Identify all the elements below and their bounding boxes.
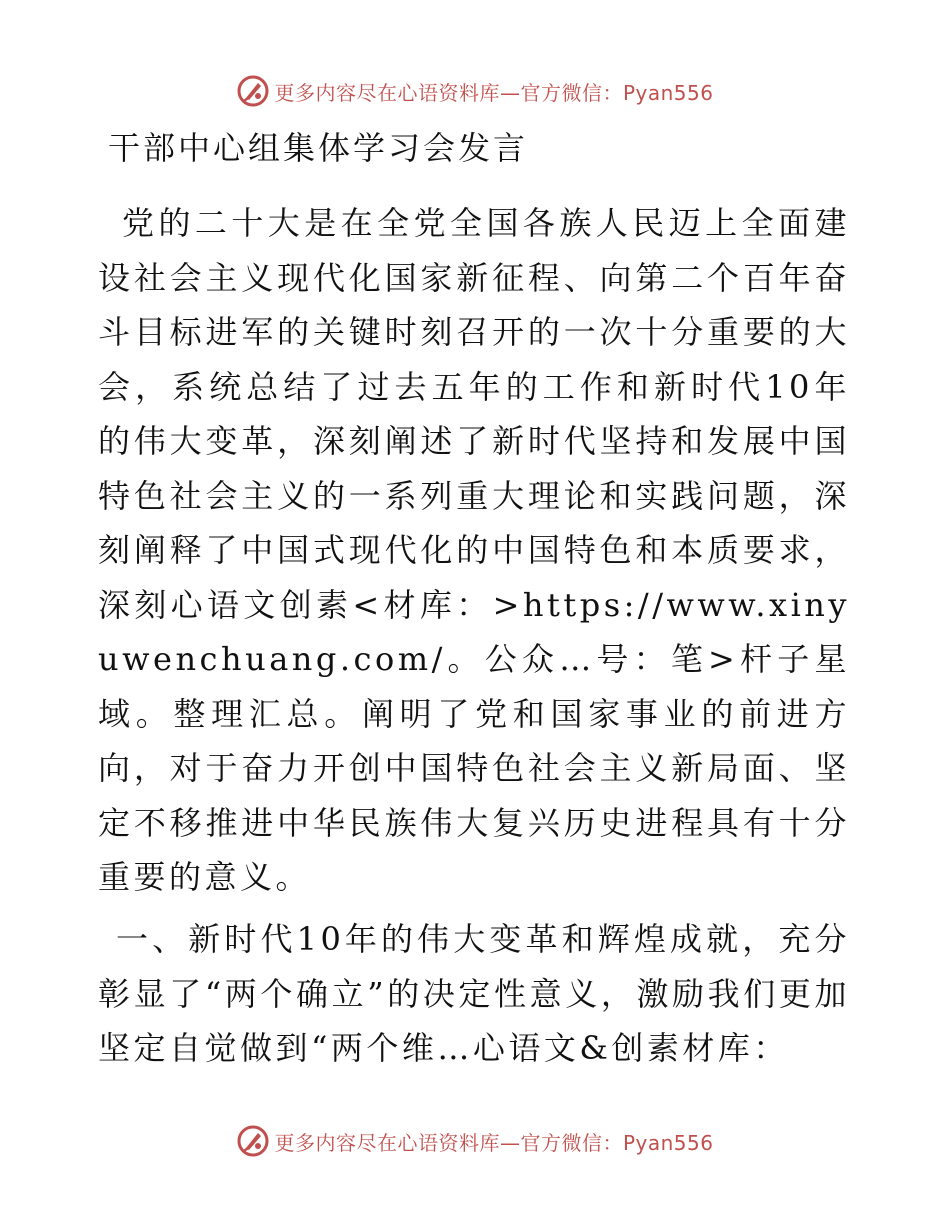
watermark-text: 更多内容尽在心语资料库—官方微信：Pyan556 bbox=[274, 1130, 714, 1155]
watermark-text: 更多内容尽在心语资料库—官方微信：Pyan556 bbox=[274, 80, 714, 105]
document-title: 干部中心组集体学习会发言 bbox=[108, 129, 529, 167]
quill-seal-icon bbox=[236, 74, 270, 108]
quill-seal-icon bbox=[236, 1124, 270, 1158]
footer-watermark bbox=[0, 1121, 950, 1161]
body-paragraph-intro: 党的二十大是在全党全国各族人民迈上全面建设社会主义现代化国家新征程、向第二个百年奋斗目标进军的关键时刻召开的一次十分重要的大会，系统总结了过去五年的工作和新时代10年的伟大变革，深刻阐述了新时代坚持和发展中国特色社会主义的一系列重大理论和实践问题，深刻阐释了中国式现代化的中国特色和本质要求，深刻心语文创素<材库：>https://www.xinyuwenchuang.com/。公众…号：笔>杆子星域。整理汇总。阐明了党和国家事业的前进方向，对于奋力开创中国特色社会主义新局面、坚定不移推进中华民族伟大复兴历史进程具有十分重要的意义。 bbox=[98, 204, 850, 896]
header-watermark bbox=[0, 71, 950, 111]
body-paragraph-section-one: 一、新时代10年的伟大变革和辉煌成就，充分彰显了“两个确立”的决定性意义，激励我们更加坚定自觉做到“两个维…心语文&创素材库： bbox=[98, 920, 850, 1067]
